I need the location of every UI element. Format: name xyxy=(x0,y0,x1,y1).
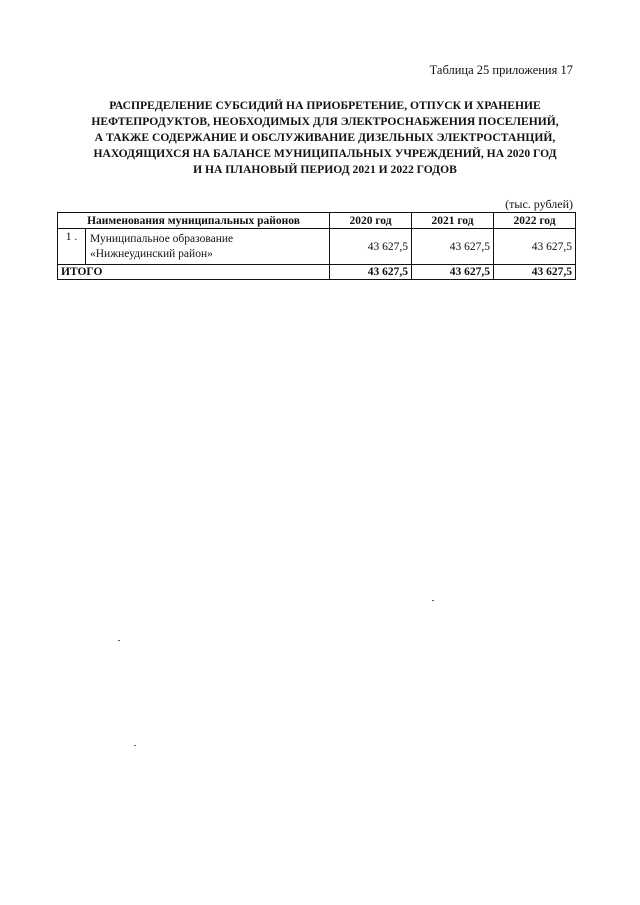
title-line-1: РАСПРЕДЕЛЕНИЕ СУБСИДИЙ НА ПРИОБРЕТЕНИЕ, ОТПУСК И ХРАНЕНИЕ xyxy=(109,99,541,112)
district-cell xyxy=(58,229,330,265)
total-row xyxy=(58,265,576,280)
district-name-line-2: «Нижнеудинский район» xyxy=(90,248,213,260)
table-header-row xyxy=(58,213,576,229)
scan-speck xyxy=(432,600,434,601)
value-2021: 43 627,5 xyxy=(412,229,494,265)
total-2022: 43 627,5 xyxy=(494,265,576,280)
column-header-2021: 2021 год xyxy=(412,213,494,229)
scan-speck xyxy=(134,745,136,746)
document-title xyxy=(40,98,610,178)
subsidy-table xyxy=(57,212,576,280)
total-2021: 43 627,5 xyxy=(412,265,494,280)
district-name-line-1: Муниципальное образование xyxy=(90,233,234,245)
scan-speck xyxy=(118,640,120,641)
title-line-2: НЕФТЕПРОДУКТОВ, НЕОБХОДИМЫХ ДЛЯ ЭЛЕКТРОСНАБЖЕНИЯ ПОСЕЛЕНИЙ, xyxy=(91,115,559,128)
total-2020: 43 627,5 xyxy=(330,265,412,280)
column-header-2022: 2022 год xyxy=(494,213,576,229)
total-label: ИТОГО xyxy=(58,265,330,280)
column-header-name: Наименования муниципальных районов xyxy=(58,213,330,229)
title-line-5: И НА ПЛАНОВЫЙ ПЕРИОД 2021 И 2022 ГОДОВ xyxy=(193,163,457,176)
value-2022: 43 627,5 xyxy=(494,229,576,265)
title-line-3: А ТАКЖЕ СОДЕРЖАНИЕ И ОБСЛУЖИВАНИЕ ДИЗЕЛЬНЫХ ЭЛЕКТРОСТАНЦИЙ, xyxy=(94,131,556,144)
unit-note: (тыс. рублей) xyxy=(505,197,573,211)
title-line-4: НАХОДЯЩИХСЯ НА БАЛАНСЕ МУНИЦИПАЛЬНЫХ УЧРЕЖДЕНИЙ, НА 2020 ГОД xyxy=(93,147,557,160)
table-reference-label: Таблица 25 приложения 17 xyxy=(429,63,573,77)
table-row xyxy=(58,229,576,265)
row-number: 1 . xyxy=(58,229,86,264)
value-2020: 43 627,5 xyxy=(330,229,412,265)
district-name xyxy=(86,229,233,264)
column-header-2020: 2020 год xyxy=(330,213,412,229)
